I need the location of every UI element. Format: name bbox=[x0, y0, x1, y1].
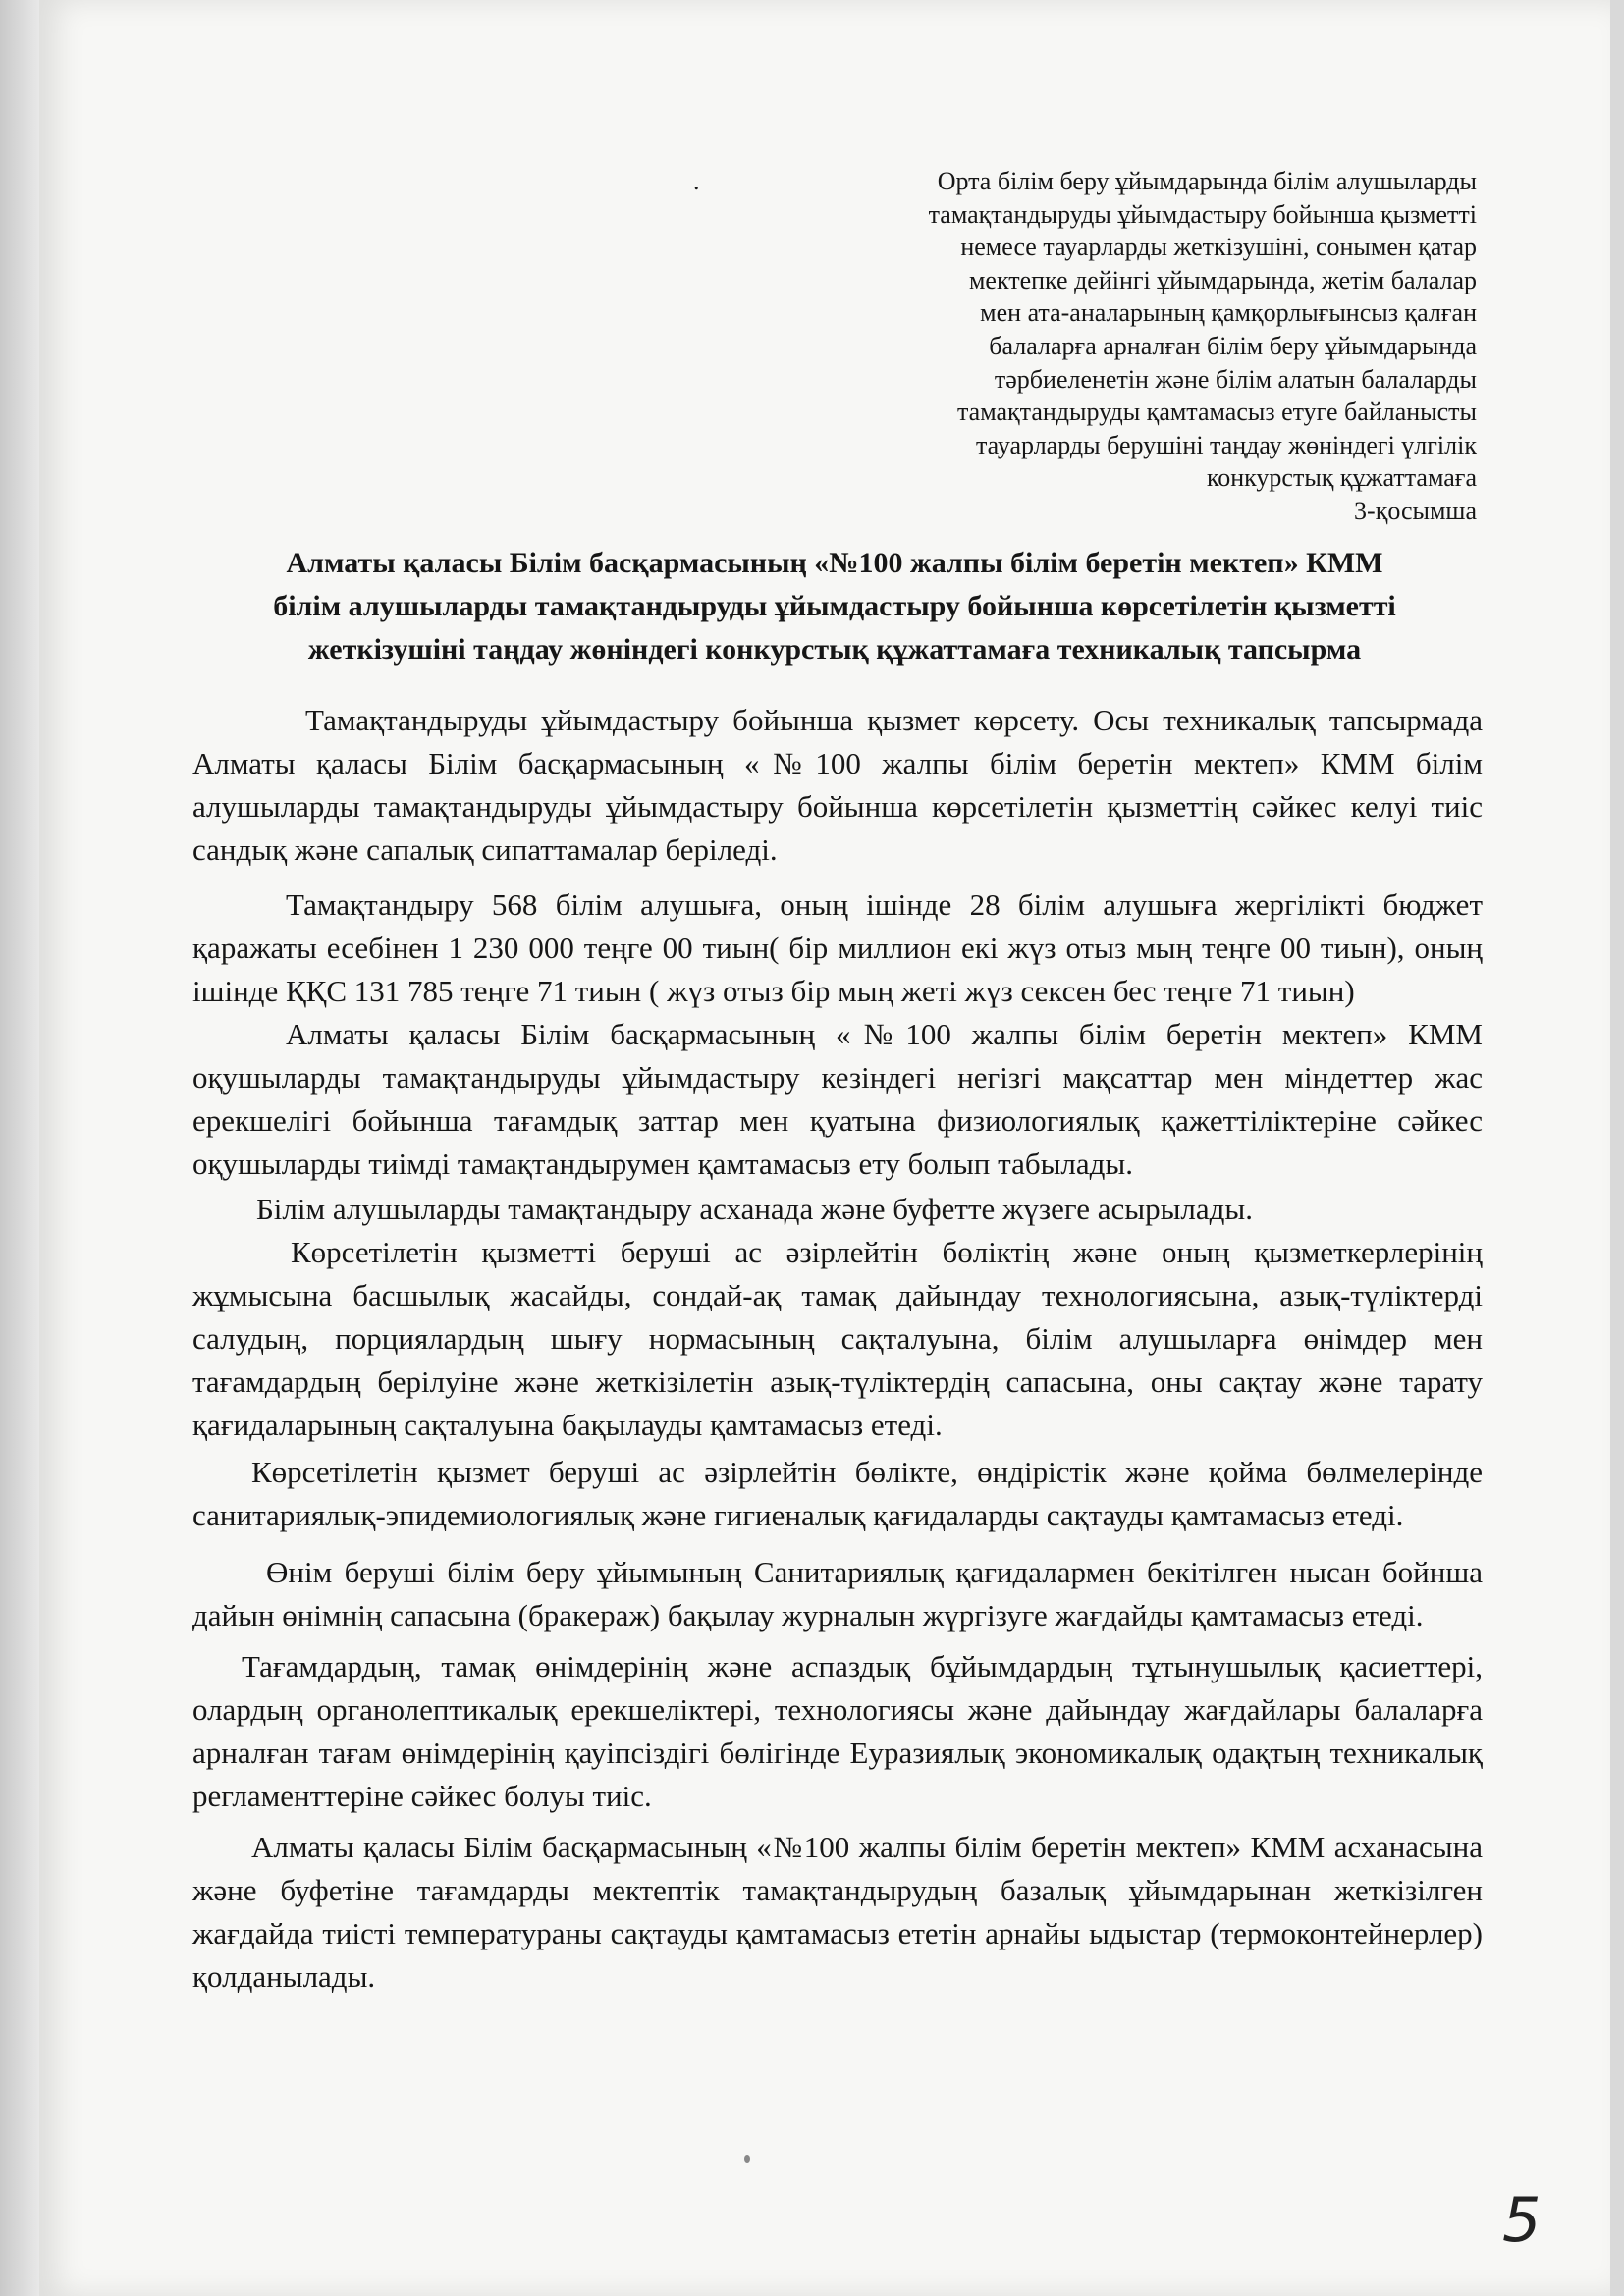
annex-line: мектепке дейінгі ұйымдарында, жетім балалар bbox=[968, 265, 1477, 294]
annex-line: немесе тауарларды жеткізушіні, сонымен қатар bbox=[960, 233, 1477, 262]
annex-line: конкурстық құжаттамаға bbox=[1206, 463, 1477, 493]
stray-dot: . bbox=[693, 167, 700, 195]
paragraph-provider-duties: Көрсетілетін қызметті беруші ас әзірлейтін бөліктің және оның қызметкерлерінің жұмысына басшылық жасайды, сондай-ақ тамақ дайындау технологиясына, азық-түліктерді салудың, порциялардың шығу нормасының сақталуына, білім алушыларға өнімдер мен тағамдардың берілуіне және жеткізілетін азық-түліктердің сапасына, оны сақтау және тарату қағидаларының сақталуына бақылауды қамтамасыз етеді. bbox=[192, 1235, 1483, 1442]
document-body bbox=[192, 699, 1483, 1999]
annex-header bbox=[770, 165, 1477, 528]
paragraph-location: Білім алушыларды тамақтандыру асханада және буфетте жүзеге асырылады. bbox=[256, 1192, 1253, 1226]
annex-line: тәрбиеленетін және білім алатын балаларды bbox=[994, 364, 1477, 394]
paragraph-quality-journal: Өнім беруші білім беру ұйымының Санитариялық қағидалармен бекітілген нысан бойнша дайын өнімнің сапасына (бракераж) бақылау журналын жүргізуге жағдайды қамтамасыз етеді. bbox=[192, 1555, 1483, 1632]
paragraph-technical-regulations: Тағамдардың, тамақ өнімдерінің және аспаздық бұйымдардың тұтынушылық қасиеттері, олардың органолептикалық ерекшеліктері, технологиясы және дайындау жағдайлары балаларға арналған тағам өнімдерінің қауіпсіздігі бөлігінде Еуразиялық экономикалық одақтың техникалық регламенттеріне сәйкес болуы тиіс. bbox=[192, 1649, 1483, 1813]
paragraph-sanitary-rules: Көрсетілетін қызмет беруші ас әзірлейтін бөлікте, өндірістік және қойма бөлмелерінде санитариялық-эпидемиологиялық және гигиеналық қағидаларды сақтауды қамтамасыз етеді. bbox=[192, 1455, 1483, 1532]
scan-smudge bbox=[744, 2155, 750, 2163]
annex-line: мен ата-аналарының қамқорлығынсыз қалған bbox=[980, 298, 1477, 328]
title-line: жеткізушіні таңдау жөніндегі конкурстық құжаттамаға техникалық тапсырма bbox=[307, 633, 1362, 666]
paragraph-goals: Алматы қаласы Білім басқармасының «№100 жалпы білім беретін мектеп» КММ оқушыларды тамақтандыруды ұйымдастыру кезіндегі негізгі мақсаттар мен міндеттер жас ерекшелігі бойынша тағамдық заттар мен қуатына физиологиялық қажеттіліктеріне сәйкес оқушыларды тиімді тамақтандырумен қамтамасыз ету болып табылады. bbox=[192, 1017, 1483, 1181]
handwritten-page-number: 5 bbox=[1502, 2184, 1542, 2256]
paragraph-funding bbox=[192, 883, 1483, 1013]
annex-line: тауарларды берушіні таңдау жөніндегі үлгілік bbox=[975, 430, 1477, 459]
page-edge-shadow bbox=[0, 0, 39, 2296]
annex-line: Орта білім беру ұйымдарында білім алушыларды bbox=[937, 167, 1477, 195]
document-title bbox=[196, 542, 1473, 671]
paragraph-service-description: Тамақтандыруды ұйымдастыру бойынша қызмет көрсету. Осы техникалық тапсырмада Алматы қаласы Білім басқармасының «№100 жалпы білім беретін мектеп» КММ білім алушыларды тамақтандыруды ұйымдастыру бойынша көрсетілетін қызметтің сәйкес келуі тиіс сандық және сапалық сипаттамалар беріледі. bbox=[192, 703, 1483, 867]
paragraph-thermocontainers: Алматы қаласы Білім басқармасының «№100 жалпы білім беретін мектеп» КММ асханасына және буфетіне тағамдарды мектептік тамақтандырудың базалық ұйымдарынан жеткізілген жағдайда тиісті температураны сақтауды қамтамасыз ететін арнайы ыдыстар (термоконтейнерлер) қолданылады. bbox=[192, 1830, 1483, 1994]
annex-line: тамақтандыруды қамтамасыз етуге байланысты bbox=[956, 398, 1477, 427]
funding-text: Тамақтандыру 568 білім алушыға, оның ішінде 28 білім алушыға жергілікті бюджет қаражаты есебінен 1 230 000 теңге 00 тиын( бір миллион екі жүз отыз мың теңге 00 тиын), оның ішінде ҚҚС 131 785 теңге 71 тиын ( жүз отыз бір мың жеті жүз сексен бес теңге 71 тиын) bbox=[192, 887, 1483, 1008]
title-line: білім алушыларды тамақтандыруды ұйымдастыру бойынша көрсетілетін қызметті bbox=[273, 590, 1396, 622]
annex-line: тамақтандыруды ұйымдастыру бойынша қызметті bbox=[928, 199, 1477, 229]
title-line: Алматы қаласы Білім басқармасының «№100 жалпы білім беретін мектеп» КММ bbox=[286, 547, 1383, 579]
annex-line: балаларға арналған білім беру ұйымдарында bbox=[989, 331, 1477, 360]
annex-number: 3-қосымша bbox=[1354, 496, 1477, 525]
